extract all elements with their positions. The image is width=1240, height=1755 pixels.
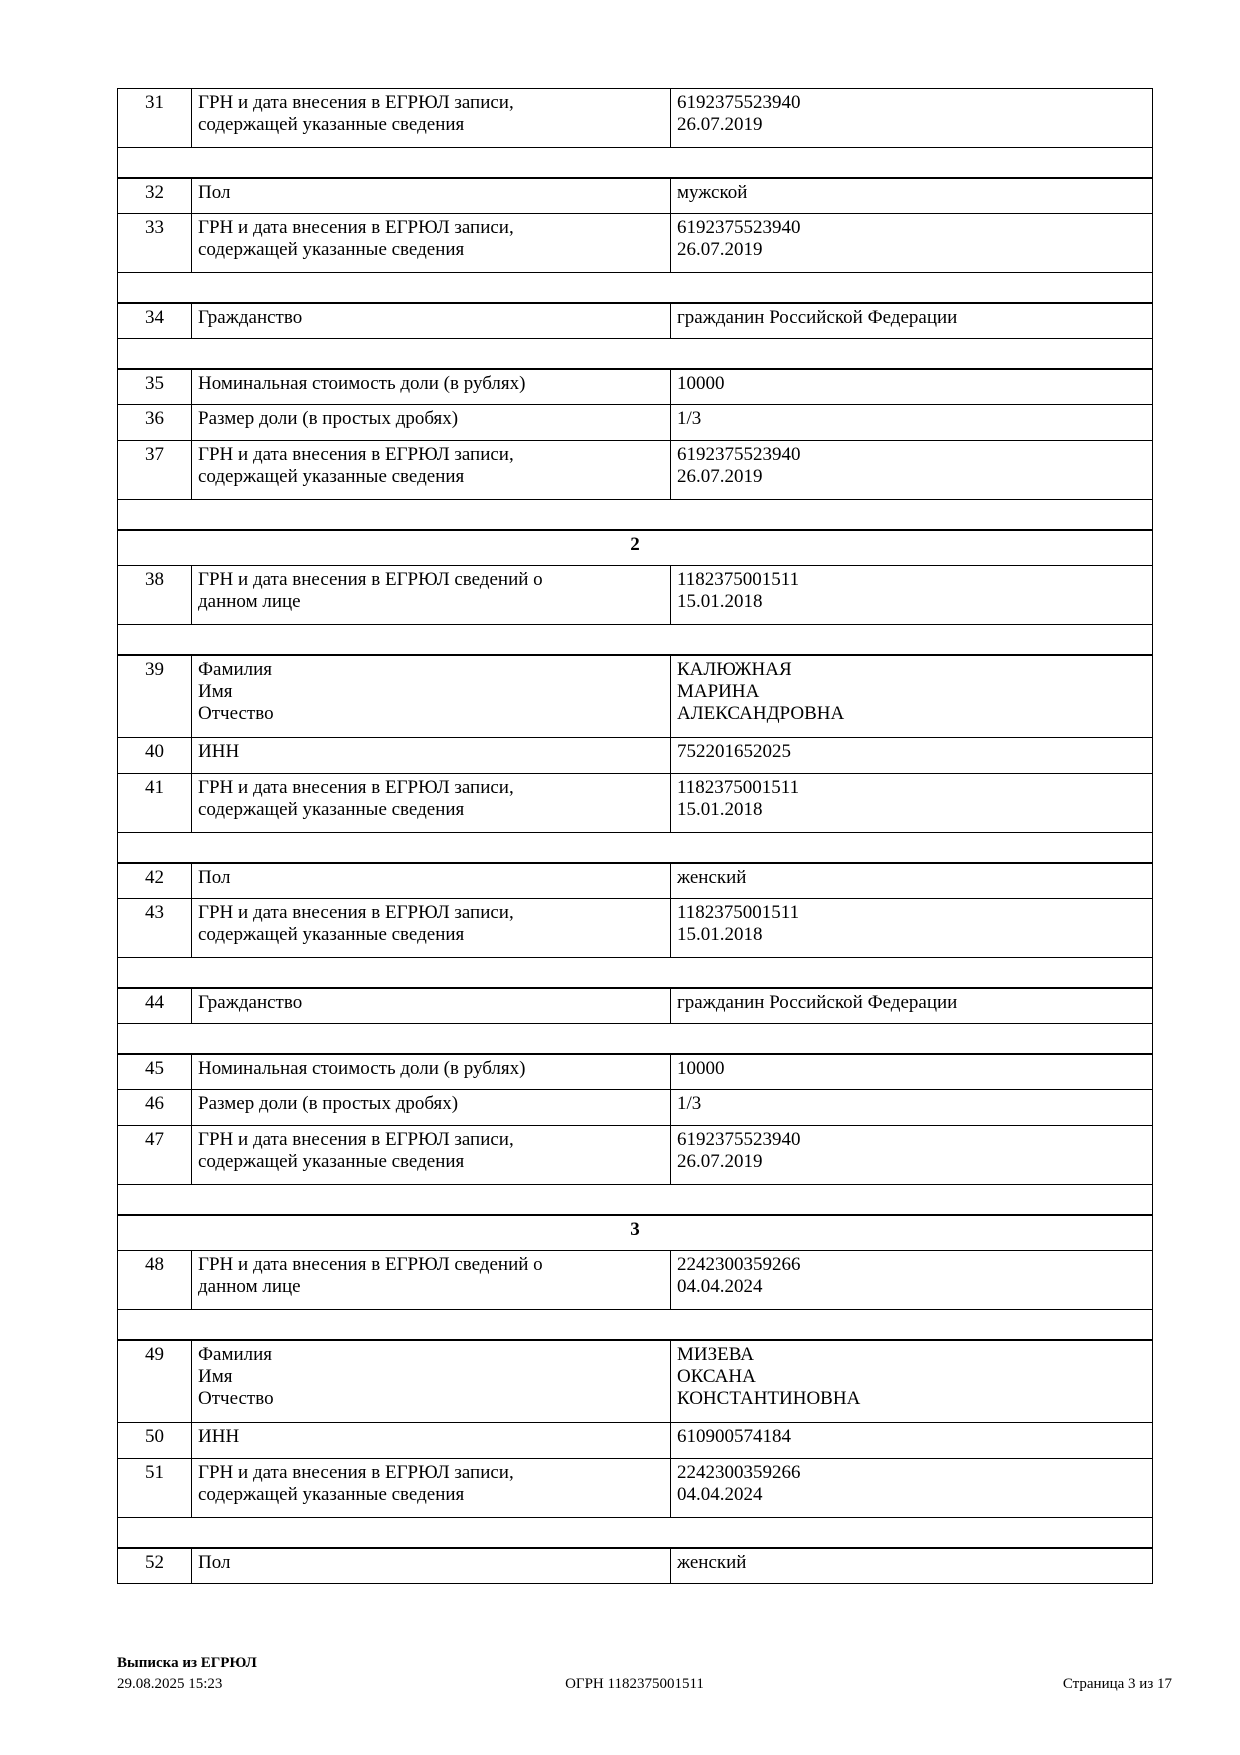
spacer-row: [118, 500, 1153, 530]
table-row: [118, 1054, 1153, 1090]
row-number: 48: [118, 1251, 192, 1310]
table-row: [118, 655, 1153, 738]
row-label: Гражданство: [192, 988, 671, 1024]
row-label: Пол: [192, 863, 671, 899]
row-label: Фамилия Имя Отчество: [192, 655, 671, 738]
spacer-row: [118, 833, 1153, 863]
row-value: 610900574184: [671, 1423, 1153, 1459]
row-number: 37: [118, 441, 192, 500]
table-row: [118, 774, 1153, 833]
footer-datetime: 29.08.2025 15:23: [117, 1676, 223, 1692]
section-row: [118, 1215, 1153, 1251]
row-label: Размер доли (в простых дробях): [192, 405, 671, 441]
row-number: 52: [118, 1548, 192, 1584]
table-row: [118, 1126, 1153, 1185]
spacer-row: [118, 625, 1153, 655]
row-value: 6192375523940 26.07.2019: [671, 214, 1153, 273]
row-value: 1/3: [671, 405, 1153, 441]
row-number: 43: [118, 899, 192, 958]
row-value: гражданин Российской Федерации: [671, 988, 1153, 1024]
row-value: 6192375523940 26.07.2019: [671, 89, 1153, 148]
table-row: [118, 1251, 1153, 1310]
row-label: Номинальная стоимость доли (в рублях): [192, 1054, 671, 1090]
row-value: 2242300359266 04.04.2024: [671, 1459, 1153, 1518]
section-header: 3: [118, 1215, 1153, 1251]
spacer-row: [118, 1024, 1153, 1054]
spacer-cell: [118, 273, 1153, 303]
table-row: [118, 1459, 1153, 1518]
table-row: [118, 566, 1153, 625]
row-number: 38: [118, 566, 192, 625]
spacer-cell: [118, 148, 1153, 178]
table-row: [118, 441, 1153, 500]
row-label: ГРН и дата внесения в ЕГРЮЛ записи, содержащей указанные сведения: [192, 1459, 671, 1518]
spacer-row: [118, 1518, 1153, 1548]
table-row: [118, 1548, 1153, 1584]
row-label: ГРН и дата внесения в ЕГРЮЛ записи, содержащей указанные сведения: [192, 774, 671, 833]
spacer-cell: [118, 1310, 1153, 1340]
row-label: ГРН и дата внесения в ЕГРЮЛ записи, содержащей указанные сведения: [192, 899, 671, 958]
spacer-row: [118, 958, 1153, 988]
spacer-cell: [118, 339, 1153, 369]
row-number: 32: [118, 178, 192, 214]
egrul-table-body: [118, 89, 1153, 1584]
spacer-cell: [118, 958, 1153, 988]
row-value: гражданин Российской Федерации: [671, 303, 1153, 339]
table-row: [118, 178, 1153, 214]
spacer-row: [118, 1185, 1153, 1215]
spacer-cell: [118, 833, 1153, 863]
row-label: Фамилия Имя Отчество: [192, 1340, 671, 1423]
spacer-row: [118, 339, 1153, 369]
row-value: 1/3: [671, 1090, 1153, 1126]
section-header: 2: [118, 530, 1153, 566]
row-label: Размер доли (в простых дробях): [192, 1090, 671, 1126]
row-number: 42: [118, 863, 192, 899]
table-row: [118, 214, 1153, 273]
table-row: [118, 738, 1153, 774]
spacer-row: [118, 1310, 1153, 1340]
egrul-table: [117, 88, 1153, 1584]
row-label: Пол: [192, 1548, 671, 1584]
table-row: [118, 405, 1153, 441]
row-number: 50: [118, 1423, 192, 1459]
table-row: [118, 863, 1153, 899]
section-row: [118, 530, 1153, 566]
row-value: МИЗЕВА ОКСАНА КОНСТАНТИНОВНА: [671, 1340, 1153, 1423]
row-number: 51: [118, 1459, 192, 1518]
row-value: 752201652025: [671, 738, 1153, 774]
row-value: 2242300359266 04.04.2024: [671, 1251, 1153, 1310]
spacer-cell: [118, 625, 1153, 655]
row-value: КАЛЮЖНАЯ МАРИНА АЛЕКСАНДРОВНА: [671, 655, 1153, 738]
row-label: Номинальная стоимость доли (в рублях): [192, 369, 671, 405]
row-label: ГРН и дата внесения в ЕГРЮЛ сведений о данном лице: [192, 566, 671, 625]
row-number: 40: [118, 738, 192, 774]
footer-page-number: Страница 3 из 17: [1062, 1676, 1172, 1692]
row-value: 1182375001511 15.01.2018: [671, 774, 1153, 833]
row-value: 6192375523940 26.07.2019: [671, 441, 1153, 500]
row-number: 47: [118, 1126, 192, 1185]
row-number: 39: [118, 655, 192, 738]
row-label: ГРН и дата внесения в ЕГРЮЛ сведений о данном лице: [192, 1251, 671, 1310]
spacer-cell: [118, 1518, 1153, 1548]
row-number: 35: [118, 369, 192, 405]
row-number: 31: [118, 89, 192, 148]
table-row: [118, 988, 1153, 1024]
row-value: 1182375001511 15.01.2018: [671, 899, 1153, 958]
footer-document-title: Выписка из ЕГРЮЛ: [117, 1655, 257, 1671]
table-row: [118, 899, 1153, 958]
row-number: 36: [118, 405, 192, 441]
row-value: 10000: [671, 369, 1153, 405]
table-row: [118, 1340, 1153, 1423]
row-label: Гражданство: [192, 303, 671, 339]
row-number: 33: [118, 214, 192, 273]
row-label: ИНН: [192, 1423, 671, 1459]
row-number: 41: [118, 774, 192, 833]
row-label: ГРН и дата внесения в ЕГРЮЛ записи, содержащей указанные сведения: [192, 1126, 671, 1185]
row-number: 44: [118, 988, 192, 1024]
spacer-cell: [118, 500, 1153, 530]
spacer-row: [118, 273, 1153, 303]
table-row: [118, 303, 1153, 339]
row-value: мужской: [671, 178, 1153, 214]
row-number: 49: [118, 1340, 192, 1423]
table-row: [118, 1423, 1153, 1459]
row-value: 1182375001511 15.01.2018: [671, 566, 1153, 625]
row-label: ГРН и дата внесения в ЕГРЮЛ записи, содержащей указанные сведения: [192, 214, 671, 273]
row-value: женский: [671, 863, 1153, 899]
row-number: 34: [118, 303, 192, 339]
row-value: женский: [671, 1548, 1153, 1584]
table-row: [118, 89, 1153, 148]
spacer-cell: [118, 1185, 1153, 1215]
row-label: ГРН и дата внесения в ЕГРЮЛ записи, содержащей указанные сведения: [192, 441, 671, 500]
table-row: [118, 369, 1153, 405]
row-value: 6192375523940 26.07.2019: [671, 1126, 1153, 1185]
row-label: ИНН: [192, 738, 671, 774]
row-label: Пол: [192, 178, 671, 214]
table-row: [118, 1090, 1153, 1126]
row-number: 46: [118, 1090, 192, 1126]
row-value: 10000: [671, 1054, 1153, 1090]
row-label: ГРН и дата внесения в ЕГРЮЛ записи, содержащей указанные сведения: [192, 89, 671, 148]
spacer-cell: [118, 1024, 1153, 1054]
footer-ogrn: ОГРН 1182375001511: [565, 1676, 704, 1692]
spacer-row: [118, 148, 1153, 178]
row-number: 45: [118, 1054, 192, 1090]
